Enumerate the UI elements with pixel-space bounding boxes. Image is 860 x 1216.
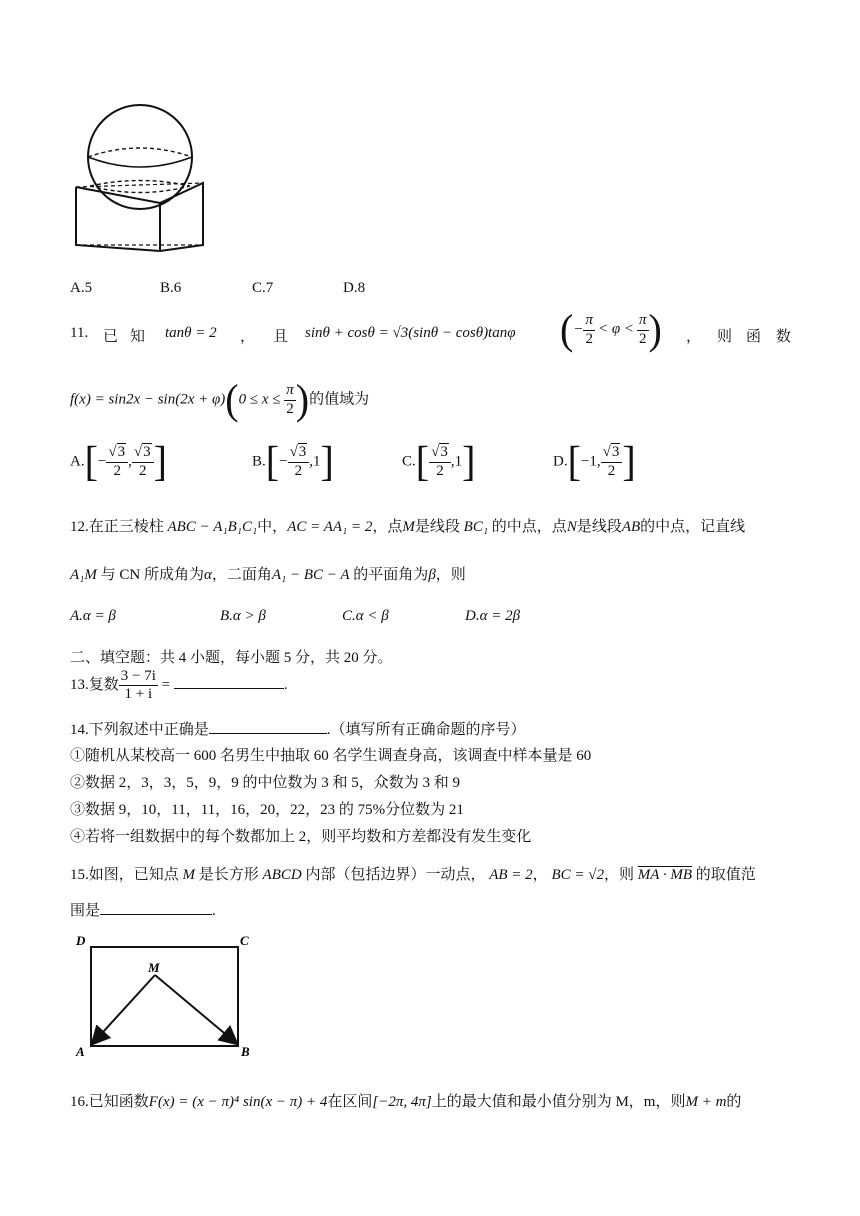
- q11-tan-condition: tanθ = 2: [165, 325, 217, 341]
- one: 1: [454, 453, 463, 470]
- q11-comma: ，: [686, 329, 702, 345]
- q11-range-text: 的值域为: [309, 391, 370, 408]
- two: 2: [639, 330, 647, 347]
- q12-text: 与 CN 所成角为: [100, 567, 204, 583]
- q16-text: 的: [726, 1094, 742, 1110]
- q12-text: 的中点，记直线: [640, 519, 746, 535]
- pi: π: [284, 382, 296, 400]
- q15-text: 15.如图，已知点: [70, 867, 179, 883]
- q11-phi-range: (− $\frac{\pi}{2}$ < φ < $\frac{\pi}{2}$ ): [560, 305, 662, 354]
- dihedral-angle: A₁ − BC − A: [271, 567, 350, 583]
- q15-text: ，则: [603, 867, 634, 883]
- q15-text: ，: [532, 867, 548, 883]
- three: 3: [440, 444, 448, 461]
- q11-function-line: f(x) = sin2x − sin(2x + φ)(0 ≤ x ≤ $\frac{\pi}{2}$ )的值域为: [70, 375, 370, 424]
- point-m: M: [182, 867, 196, 883]
- equals-sign: =: [161, 677, 171, 694]
- q12-line1: [70, 515, 745, 536]
- q15-line2: [70, 899, 216, 920]
- option-label: D.: [553, 453, 568, 470]
- two: 2: [585, 330, 593, 347]
- q12-prism: ABC − A₁B₁C₁: [167, 519, 258, 535]
- point-n: N: [566, 519, 577, 535]
- label-m: M: [148, 960, 160, 975]
- three: 3: [298, 444, 307, 461]
- q14-stem-line: [70, 718, 526, 739]
- q15-line1: [70, 863, 756, 884]
- two: 2: [286, 400, 294, 417]
- q16-text: 在区间: [327, 1094, 373, 1110]
- q11-then: 则: [717, 329, 733, 345]
- vector-dot-product: MA · MB: [637, 867, 693, 883]
- q12-text: 的平面角为: [353, 567, 429, 583]
- q13-numerator: 3 − 7i: [119, 668, 158, 686]
- rectangle-abcd: ABCD: [262, 867, 302, 883]
- line-a1m: A₁M: [70, 567, 97, 583]
- minus-sign: −: [279, 453, 288, 470]
- q14-item-4: ④若将一组数据中的每个数都加上 2，则平均数和方差都没有发生变化: [70, 829, 532, 845]
- q12-option-a: A.α = β: [70, 608, 116, 624]
- q14-item-1: ①随机从某校高一 600 名男生中抽取 60 名学生调查身高，该调查中样本量是 60: [70, 748, 592, 764]
- q11-option-a: A.[− $\frac{√3}{2}$ , $\frac{√3}{2}$ ]: [70, 437, 167, 486]
- minus-one: −1,: [580, 453, 601, 470]
- q15-text: 内部（包括边界）一动点，: [305, 867, 486, 883]
- three: 3: [117, 444, 126, 461]
- q11-option-b: B.[− $\frac{√3}{2}$ ,1]: [252, 437, 334, 486]
- ab-length: AB = 2: [489, 867, 533, 883]
- bc-length: BC = √2: [551, 867, 604, 883]
- option-label: C.: [402, 453, 416, 470]
- three: 3: [611, 444, 620, 461]
- pi: π: [637, 312, 649, 330]
- two: 2: [294, 462, 303, 479]
- q14-stem: 14.下列叙述中正确是: [70, 722, 209, 738]
- q14-hint: .（填写所有正确命题的序号）: [326, 722, 526, 738]
- q13-stem: 13.复数: [70, 677, 119, 694]
- q11-equation: sinθ + cosθ = √3(sinθ − cosθ)tanφ: [305, 325, 516, 341]
- m-plus-m: M + m: [685, 1094, 727, 1110]
- q10-option-c: C.7: [252, 280, 274, 296]
- q16-line: [70, 1090, 741, 1111]
- q15-text: 的取值范: [695, 867, 756, 883]
- q12-text: 是线段: [414, 519, 460, 535]
- q16-function: F(x) = (x − π)⁴ sin(x − π) + 4: [148, 1094, 328, 1110]
- label-b: B: [241, 1044, 250, 1059]
- q10-option-d: D.8: [343, 280, 366, 296]
- q13-denominator: 1 + i: [124, 686, 153, 703]
- segment-ab: AB: [621, 519, 641, 535]
- two: 2: [607, 462, 616, 479]
- section-heading: 二、填空题：共 4 小题，每小题 5 分，共 20 分。: [70, 650, 393, 666]
- q11-comma: ，: [240, 329, 256, 345]
- q12-option-b: B.α > β: [220, 608, 266, 624]
- q11-word: 已: [103, 329, 119, 345]
- q15-text: 是长方形: [198, 867, 259, 883]
- q14-item-2: ②数据 2，3，3，5，9，9 的中位数为 3 和 5，众数为 3 和 9: [70, 775, 461, 791]
- segment-bc1: BC₁: [463, 519, 489, 535]
- q11-domain: 0 ≤ x ≤: [238, 391, 281, 408]
- q11-and: 且: [273, 329, 289, 345]
- q12-text: ，则: [435, 567, 466, 583]
- alpha: α: [203, 567, 212, 583]
- q12-text: 的中点，点: [491, 519, 567, 535]
- q11-word: 数: [776, 329, 792, 345]
- q11-word: 知: [130, 329, 146, 345]
- one: 1: [313, 453, 321, 470]
- minus-sign: −: [97, 453, 107, 470]
- q11-function: f(x) = sin2x − sin(2x + φ): [70, 391, 226, 408]
- label-c: C: [240, 933, 249, 948]
- q12-text: 中，: [257, 519, 288, 535]
- q12-text: ，二面角: [211, 567, 272, 583]
- q13-answer-blank[interactable]: [174, 688, 284, 689]
- q12-stem: 12.在正三棱柱: [70, 519, 164, 535]
- option-label: B.: [252, 453, 266, 470]
- q15-text: 围是: [70, 903, 101, 919]
- two: 2: [436, 462, 444, 479]
- q13-line: [70, 668, 288, 704]
- q12-text: 是线段: [576, 519, 622, 535]
- q12-text: ，点: [372, 519, 403, 535]
- q11-option-c: C.[ $\frac{√3}{2}$ ,1]: [402, 437, 476, 486]
- q15-answer-blank[interactable]: [100, 914, 212, 915]
- beta: β: [428, 567, 436, 583]
- label-a: A: [76, 1044, 85, 1059]
- q14-answer-blank[interactable]: [209, 733, 327, 734]
- two: 2: [113, 462, 121, 479]
- option-label: A.: [70, 453, 85, 470]
- q16-text: 上的最大值和最小值分别为 M，m，则: [431, 1094, 686, 1110]
- period: .: [283, 677, 288, 694]
- q11-number: 11.: [70, 325, 89, 341]
- period: .: [212, 903, 216, 919]
- sphere-prism-figure: [70, 95, 210, 255]
- q11-option-d: D.[−1, $\frac{√3}{2}$ ]: [553, 437, 636, 486]
- q11-word: 函: [746, 329, 762, 345]
- two: 2: [138, 462, 147, 479]
- rectangle-figure: [70, 930, 270, 1060]
- three: 3: [143, 444, 151, 461]
- q12-line2: [70, 563, 466, 584]
- q10-option-a: A.5: [70, 280, 93, 296]
- q16-interval: [−2π, 4π]: [372, 1094, 432, 1110]
- q12-option-d: D.α = 2β: [465, 608, 521, 624]
- point-m: M: [402, 519, 415, 535]
- pi: π: [583, 312, 595, 330]
- q16-text: 16.已知函数: [70, 1094, 149, 1110]
- phi-inequality: < φ <: [597, 321, 635, 338]
- q12-option-c: C.α < β: [342, 608, 389, 624]
- q10-option-b: B.6: [160, 280, 182, 296]
- q14-item-3: ③数据 9，10，11，11，16，20，22，23 的 75%分位数为 21: [70, 802, 464, 818]
- label-d: D: [76, 933, 86, 948]
- q12-condition: AC = AA₁ = 2: [287, 519, 373, 535]
- minus-sign: −: [573, 321, 584, 338]
